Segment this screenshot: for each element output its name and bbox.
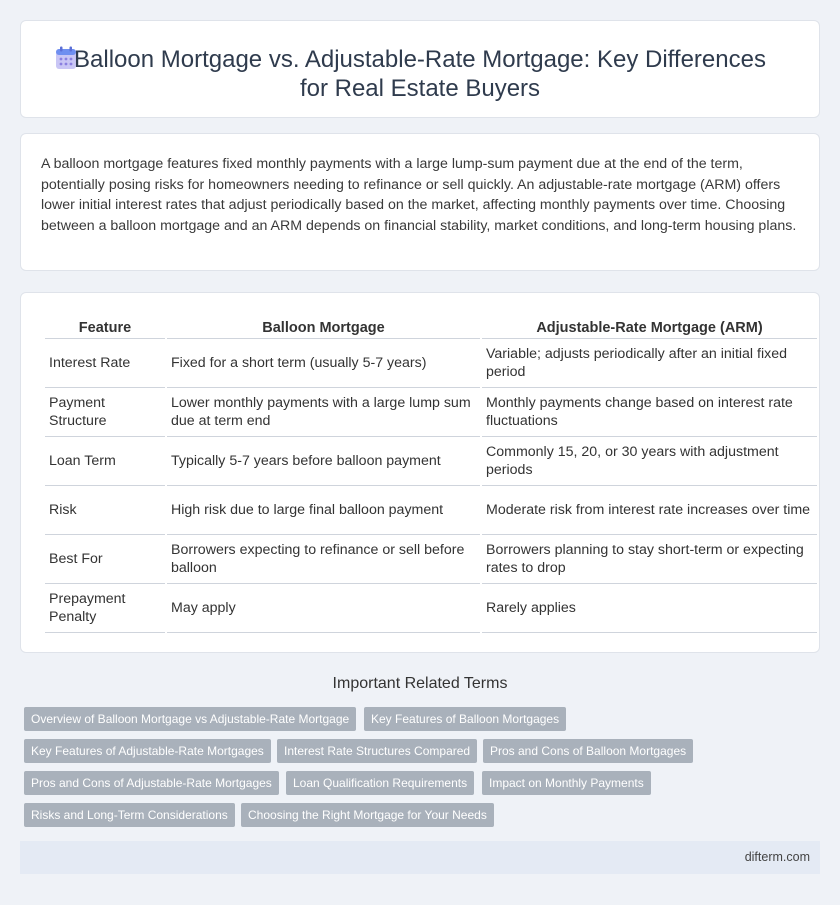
related-term-tag[interactable]: Key Features of Balloon Mortgages	[364, 707, 566, 731]
table-row	[45, 486, 817, 535]
feature-cell: Interest Rate	[45, 339, 165, 388]
table-row	[45, 584, 817, 633]
related-term-tag[interactable]: Key Features of Adjustable-Rate Mortgages	[24, 739, 271, 763]
related-term-tag[interactable]: Choosing the Right Mortgage for Your Needs	[241, 803, 494, 827]
arm-cell: Monthly payments change based on interest rate fluctuations	[482, 388, 817, 437]
footer-site-link[interactable]: difterm.com	[744, 850, 810, 864]
table-row	[45, 339, 817, 388]
arm-cell: Moderate risk from interest rate increases over time	[482, 486, 817, 535]
related-term-tag[interactable]: Loan Qualification Requirements	[286, 771, 474, 795]
footer	[20, 841, 820, 874]
related-term-tag[interactable]: Impact on Monthly Payments	[482, 771, 651, 795]
balloon-cell: May apply	[167, 584, 480, 633]
balloon-cell: Typically 5-7 years before balloon payment	[167, 437, 480, 486]
feature-cell: Loan Term	[45, 437, 165, 486]
related-term-tag[interactable]: Overview of Balloon Mortgage vs Adjustable-Rate Mortgage	[24, 707, 356, 731]
table-row	[45, 437, 817, 486]
title-card	[20, 20, 820, 118]
arm-cell: Borrowers planning to stay short-term or expecting rates to drop	[482, 535, 817, 584]
related-terms-heading: Important Related Terms	[332, 675, 508, 692]
balloon-cell: Lower monthly payments with a large lump sum due at term end	[167, 388, 480, 437]
balloon-cell: Borrowers expecting to refinance or sell before balloon	[167, 535, 480, 584]
feature-cell: Payment Structure	[45, 388, 165, 437]
related-term-tag[interactable]: Interest Rate Structures Compared	[277, 739, 477, 763]
balloon-cell: High risk due to large final balloon payment	[167, 486, 480, 535]
intro-paragraph: A balloon mortgage features fixed monthly payments with a large lump-sum payment due at the end of the term, potentially posing risks for homeowners needing to refinance or sell quickly. An adjustable-rate mortgage (ARM) offers lower initial interest rates that adjust periodically based on the market, affecting monthly payments over time. Choosing between a balloon mortgage and an ARM depends on financial stability, market conditions, and long-term housing plans.	[41, 156, 797, 234]
feature-cell: Prepayment Penalty	[45, 584, 165, 633]
balloon-cell: Fixed for a short term (usually 5-7 years)	[167, 339, 480, 388]
related-term-tag[interactable]: Pros and Cons of Balloon Mortgages	[483, 739, 693, 763]
column-header-feature: Feature	[45, 315, 165, 339]
table-row	[45, 535, 817, 584]
feature-cell: Best For	[45, 535, 165, 584]
arm-cell: Variable; adjusts periodically after an initial fixed period	[482, 339, 817, 388]
comparison-table	[43, 315, 819, 633]
related-term-tag[interactable]: Risks and Long-Term Considerations	[24, 803, 235, 827]
intro-card	[20, 133, 820, 271]
column-header-arm: Adjustable-Rate Mortgage (ARM)	[482, 315, 817, 339]
comparison-table-card	[20, 292, 820, 653]
arm-cell: Commonly 15, 20, or 30 years with adjustment periods	[482, 437, 817, 486]
arm-cell: Rarely applies	[482, 584, 817, 633]
page-title: Balloon Mortgage vs. Adjustable-Rate Mortgage: Key Differences for Real Estate Buyers	[74, 46, 766, 102]
feature-cell: Risk	[45, 486, 165, 535]
table-row	[45, 388, 817, 437]
related-term-tag[interactable]: Pros and Cons of Adjustable-Rate Mortgages	[24, 771, 279, 795]
column-header-balloon: Balloon Mortgage	[167, 315, 480, 339]
table-header-row	[45, 315, 817, 339]
